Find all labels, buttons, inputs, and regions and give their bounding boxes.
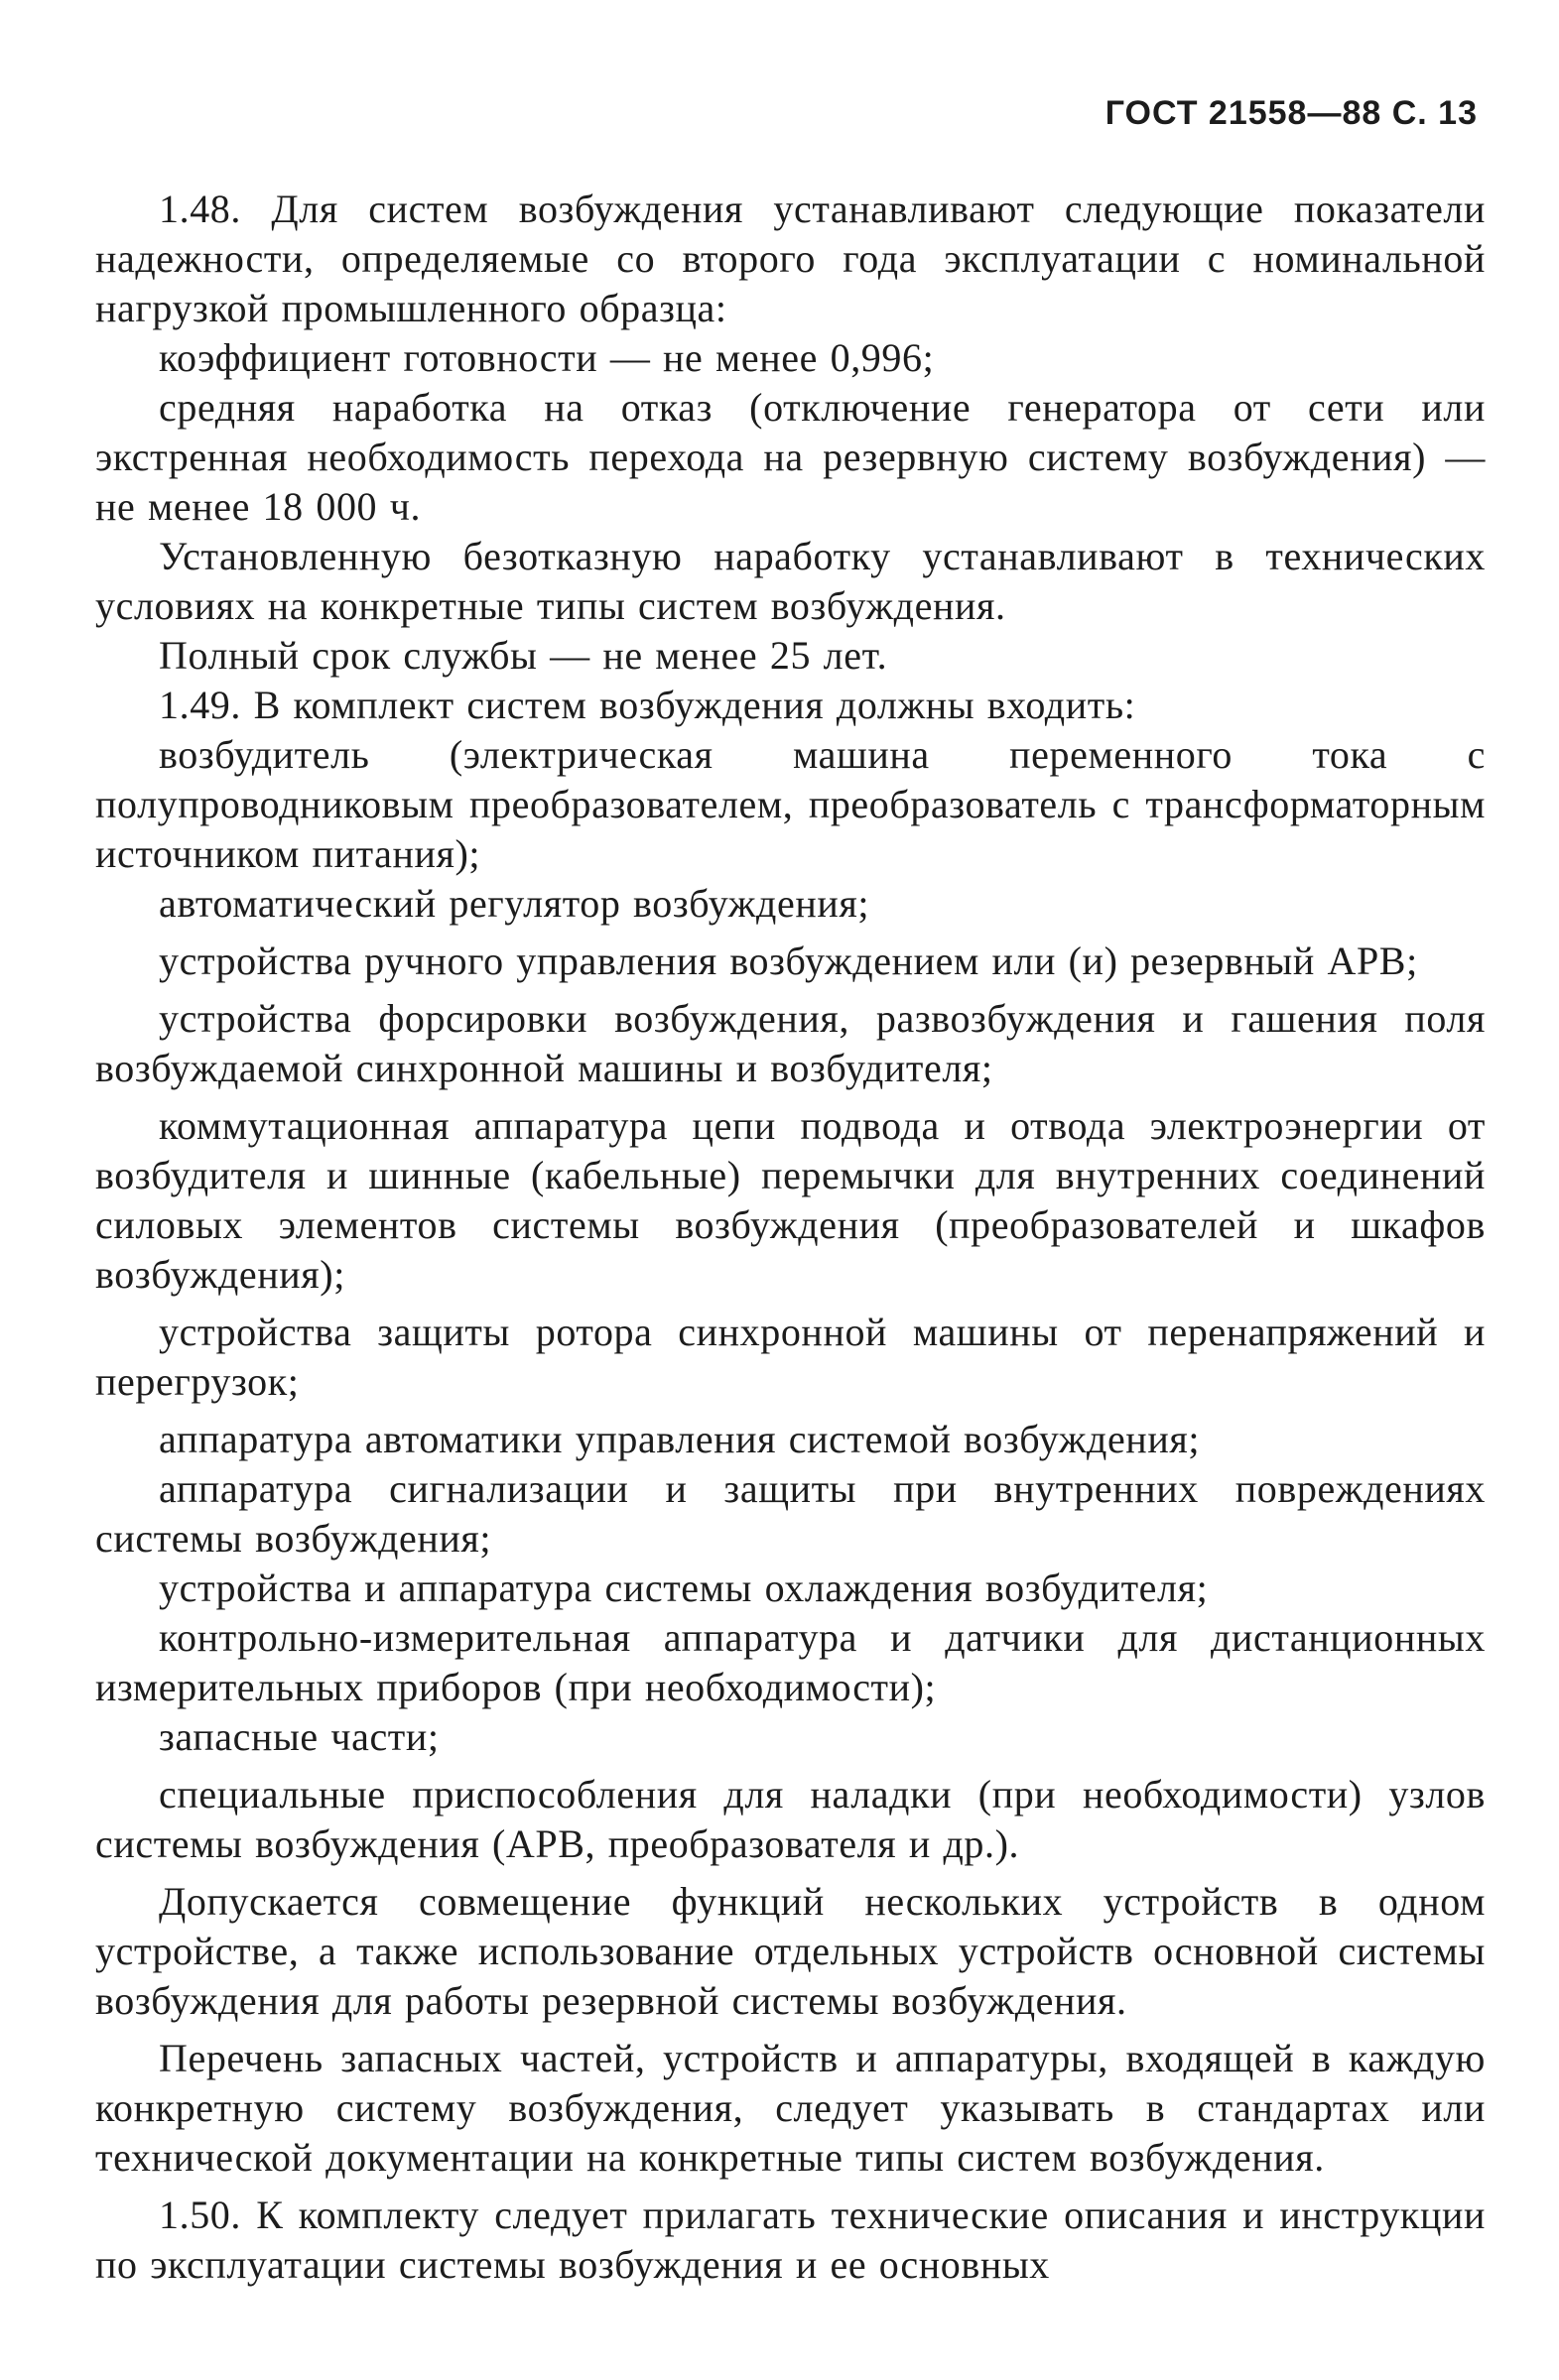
paragraph: коммутационная аппаратура цепи подвода и отвода электроэнергии от возбудителя и шинные (кабельные) перемычки для внутренних соединений силовых элементов системы возбуждения (преобразователей и шкафов возбуждения); [95, 1103, 1486, 1297]
paragraph: устройства форсировки возбуждения, развозбуждения и гашения поля возбуждаемой синхронной машины и возбудителя; [95, 996, 1486, 1090]
paragraph: устройства защиты ротора синхронной машины от перенапряжений и перегрузок; [95, 1310, 1486, 1404]
paragraph: устройства ручного управления возбуждением или (и) резервный АРВ; [159, 939, 1418, 983]
paragraph: 1.48. Для систем возбуждения устанавливают следующие показатели надежности, определяемые со второго года эксплуатации с номинальной нагрузкой промышленного образца: [95, 187, 1486, 330]
paragraph: контрольно-измерительная аппаратура и датчики для дистанционных измерительных приборов (при необходимости); [95, 1615, 1486, 1709]
paragraph: аппаратура сигнализации и защиты при внутренних повреждениях системы возбуждения; [95, 1466, 1486, 1561]
paragraph: возбудитель (электрическая машина переменного тока с полупроводниковым преобразователем, преобразователь с трансформаторным источником питания); [95, 732, 1486, 876]
paragraph: коэффициент готовности — не менее 0,996; [159, 335, 935, 380]
paragraph: специальные приспособления для наладки (при необходимости) узлов системы возбуждения (АРВ, преобразователя и др.). [95, 1772, 1486, 1866]
paragraph: запасные части; [159, 1714, 440, 1759]
page-header: ГОСТ 21558—88 С. 13 [1104, 94, 1478, 132]
paragraph: средняя наработка на отказ (отключение генератора от сети или экстренная необходимость перехода на резервную систему возбуждения) — не менее 18 000 ч. [95, 385, 1486, 529]
paragraph: аппаратура автоматики управления системой возбуждения; [159, 1417, 1201, 1461]
paragraph: Допускается совмещение функций нескольких устройств в одном устройстве, а также использование отдельных устройств основной системы возбуждения для работы резервной системы возбуждения. [95, 1879, 1486, 2023]
paragraph: устройства и аппаратура системы охлаждения возбудителя; [159, 1566, 1209, 1610]
paragraph: Установленную безотказную наработку устанавливают в технических условиях на конкретные типы систем возбуждения. [95, 534, 1486, 628]
paragraph: Полный срок службы — не менее 25 лет. [159, 633, 888, 678]
paragraph: Перечень запасных частей, устройств и аппаратуры, входящей в каждую конкретную систему возбуждения, следует указывать в стандартах или технической документации на конкретные типы систем возбуждения. [95, 2036, 1486, 2180]
paragraph: автоматический регулятор возбуждения; [159, 881, 870, 926]
document-body [95, 185, 1486, 2290]
paragraph: 1.49. В комплект систем возбуждения должны входить: [159, 683, 1136, 727]
paragraph: 1.50. К комплекту следует прилагать технические описания и инструкции по эксплуатации системы возбуждения и ее основных [95, 2192, 1486, 2287]
